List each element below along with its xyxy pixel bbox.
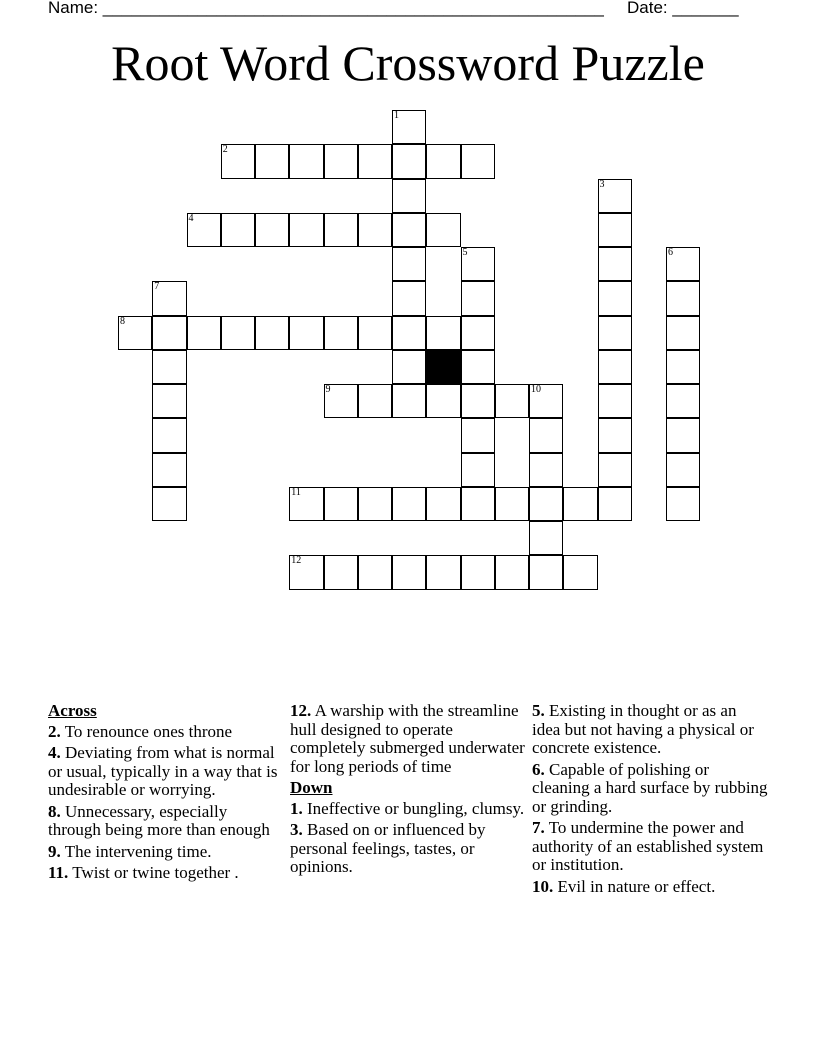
grid-cell[interactable] — [358, 487, 392, 521]
clue-text: Existing in thought or as an idea but not having a physical or concrete existence. — [532, 701, 754, 757]
clue-text: To renounce ones throne — [64, 721, 233, 741]
grid-cell[interactable] — [324, 144, 358, 178]
grid-cell[interactable] — [392, 316, 426, 350]
grid-cell[interactable] — [598, 213, 632, 247]
clue-number: 6. — [532, 759, 545, 779]
grid-cell[interactable] — [426, 384, 460, 418]
grid-cell[interactable] — [187, 316, 221, 350]
clue-text: To undermine the power and authority of an established system or institution. — [532, 818, 764, 874]
clue-number: 12. — [290, 701, 312, 720]
grid-cell[interactable] — [392, 144, 426, 178]
black-square — [426, 350, 460, 384]
grid-cell[interactable] — [598, 179, 632, 213]
clue-text: Deviating from what is normal or usual, typically in a way that is undesirable or worrying. — [48, 743, 278, 799]
grid-cell[interactable] — [426, 316, 460, 350]
grid-cell[interactable] — [324, 316, 358, 350]
name-field[interactable]: Name: _____________________________________________________ — [48, 0, 604, 17]
clue-down-1 — [290, 800, 526, 819]
grid-cell[interactable] — [666, 281, 700, 315]
grid-cell[interactable] — [666, 247, 700, 281]
grid-cell[interactable] — [529, 487, 563, 521]
grid-cell[interactable] — [666, 453, 700, 487]
grid-cell[interactable] — [461, 316, 495, 350]
grid-cell[interactable] — [461, 453, 495, 487]
grid-cell[interactable] — [598, 453, 632, 487]
grid-cell[interactable] — [461, 418, 495, 452]
clue-number-label: 1 — [394, 110, 399, 121]
grid-cell[interactable] — [152, 418, 186, 452]
clue-number: 8. — [48, 801, 61, 821]
clues-column-2 — [290, 702, 526, 880]
grid-cell[interactable] — [461, 555, 495, 589]
clue-number: 1. — [290, 798, 303, 818]
clue-text: A warship with the streamline hull designed to operate completely submerged underwater for long periods of time — [290, 701, 525, 776]
grid-cell[interactable] — [529, 521, 563, 555]
grid-cell[interactable] — [221, 144, 255, 178]
grid-cell[interactable] — [152, 384, 186, 418]
grid-cell[interactable] — [392, 213, 426, 247]
grid-cell[interactable] — [255, 316, 289, 350]
clue-number-label: 3 — [599, 178, 605, 190]
clues-column-1 — [48, 702, 284, 886]
clue-number-label: 5 — [462, 247, 468, 258]
grid-cell[interactable] — [563, 555, 597, 589]
clue-number-label: 6 — [668, 247, 673, 258]
clue-across-12 — [290, 702, 526, 776]
clue-number-label: 12 — [291, 555, 302, 567]
grid-cell[interactable] — [255, 213, 289, 247]
clue-across-4 — [48, 744, 284, 800]
clue-number-label: 9 — [325, 384, 331, 395]
clue-down-3 — [290, 821, 526, 877]
clue-down-5 — [532, 702, 768, 758]
grid-cell[interactable] — [461, 281, 495, 315]
clues-column-3 — [532, 702, 768, 899]
clue-text: Twist or twine together . — [72, 863, 239, 882]
clue-across-9 — [48, 843, 284, 862]
grid-cell[interactable] — [358, 384, 392, 418]
grid-cell[interactable] — [324, 487, 358, 521]
grid-cell[interactable] — [666, 384, 700, 418]
grid-cell[interactable] — [598, 281, 632, 315]
grid-cell[interactable] — [461, 350, 495, 384]
clue-number: 4. — [48, 743, 61, 762]
clue-number: 5. — [532, 701, 545, 720]
clue-text: Unnecessary, especially through being more than enough — [48, 801, 270, 839]
grid-cell[interactable] — [187, 213, 221, 247]
grid-cell[interactable] — [152, 350, 186, 384]
across-heading: Across — [48, 701, 97, 720]
grid-cell[interactable] — [598, 384, 632, 418]
clue-number: 7. — [532, 818, 545, 837]
grid-cell[interactable] — [289, 555, 323, 589]
clue-down-10 — [532, 878, 768, 897]
grid-cell[interactable] — [118, 316, 152, 350]
clue-number: 3. — [290, 820, 303, 839]
clue-number: 2. — [48, 721, 61, 741]
grid-cell[interactable] — [426, 487, 460, 521]
grid-cell[interactable] — [289, 316, 323, 350]
grid-cell[interactable] — [426, 213, 460, 247]
grid-cell[interactable] — [529, 418, 563, 452]
grid-cell[interactable] — [358, 213, 392, 247]
clue-number-label: 10 — [531, 384, 541, 395]
grid-cell[interactable] — [392, 281, 426, 315]
grid-cell[interactable] — [152, 453, 186, 487]
down-heading: Down — [290, 778, 333, 797]
clue-text: Based on or influenced by personal feelings, tastes, or opinions. — [290, 820, 486, 876]
grid-cell[interactable] — [598, 350, 632, 384]
clue-text: The intervening time. — [64, 841, 212, 861]
grid-cell[interactable] — [392, 110, 426, 144]
grid-cell[interactable] — [666, 350, 700, 384]
clue-number: 10. — [532, 876, 554, 896]
grid-cell[interactable] — [495, 384, 529, 418]
grid-cell[interactable] — [358, 555, 392, 589]
grid-cell[interactable] — [221, 316, 255, 350]
grid-cell[interactable] — [358, 316, 392, 350]
grid-cell[interactable] — [666, 418, 700, 452]
clue-text: Capable of polishing or cleaning a hard surface by rubbing or grinding. — [532, 759, 768, 816]
clue-down-7 — [532, 819, 768, 875]
clue-number: 11. — [48, 863, 69, 882]
grid-cell[interactable] — [358, 144, 392, 178]
grid-cell[interactable] — [221, 213, 255, 247]
clue-across-11 — [48, 864, 284, 883]
grid-cell[interactable] — [392, 350, 426, 384]
grid-cell[interactable] — [255, 144, 289, 178]
grid-cell[interactable] — [426, 555, 460, 589]
grid-cell[interactable] — [152, 316, 186, 350]
grid-cell[interactable] — [495, 487, 529, 521]
grid-cell[interactable] — [324, 555, 358, 589]
page-title: Root Word Crossword Puzzle — [111, 35, 705, 91]
grid-cell[interactable] — [598, 247, 632, 281]
grid-cell[interactable] — [426, 144, 460, 178]
clue-text: Ineffective or bungling, clumsy. — [307, 798, 525, 818]
grid-cell[interactable] — [289, 487, 323, 521]
grid-cell[interactable] — [392, 384, 426, 418]
grid-cell[interactable] — [289, 213, 323, 247]
clue-number-label: 2 — [222, 144, 228, 156]
grid-cell[interactable] — [529, 384, 563, 418]
grid-cell[interactable] — [529, 453, 563, 487]
grid-cell[interactable] — [392, 179, 426, 213]
clue-text: Evil in nature or effect. — [557, 876, 716, 896]
grid-cell[interactable] — [563, 487, 597, 521]
grid-cell[interactable] — [324, 384, 358, 418]
clue-number-label: 11 — [291, 486, 301, 498]
grid-cell[interactable] — [495, 555, 529, 589]
grid-cell[interactable] — [461, 247, 495, 281]
clue-number-label: 4 — [188, 212, 194, 224]
grid-cell[interactable] — [529, 555, 563, 589]
grid-cell[interactable] — [598, 418, 632, 452]
clue-number-label: 8 — [120, 315, 125, 327]
grid-cell[interactable] — [152, 281, 186, 315]
grid-cell[interactable] — [598, 316, 632, 350]
clue-number-label: 7 — [154, 281, 160, 293]
clue-across-2 — [48, 723, 284, 742]
grid-cell[interactable] — [461, 384, 495, 418]
grid-cell[interactable] — [392, 555, 426, 589]
clue-across-8 — [48, 803, 284, 840]
grid-cell[interactable] — [152, 487, 186, 521]
clue-number: 9. — [48, 841, 61, 861]
grid-cell[interactable] — [324, 213, 358, 247]
date-field[interactable]: Date: _______ — [627, 0, 739, 17]
grid-cell[interactable] — [666, 487, 700, 521]
grid-cell[interactable] — [392, 487, 426, 521]
grid-cell[interactable] — [666, 316, 700, 350]
grid-cell[interactable] — [289, 144, 323, 178]
grid-cell[interactable] — [392, 247, 426, 281]
grid-cell[interactable] — [461, 487, 495, 521]
grid-cell[interactable] — [598, 487, 632, 521]
grid-cell[interactable] — [461, 144, 495, 178]
clue-down-6 — [532, 761, 768, 817]
